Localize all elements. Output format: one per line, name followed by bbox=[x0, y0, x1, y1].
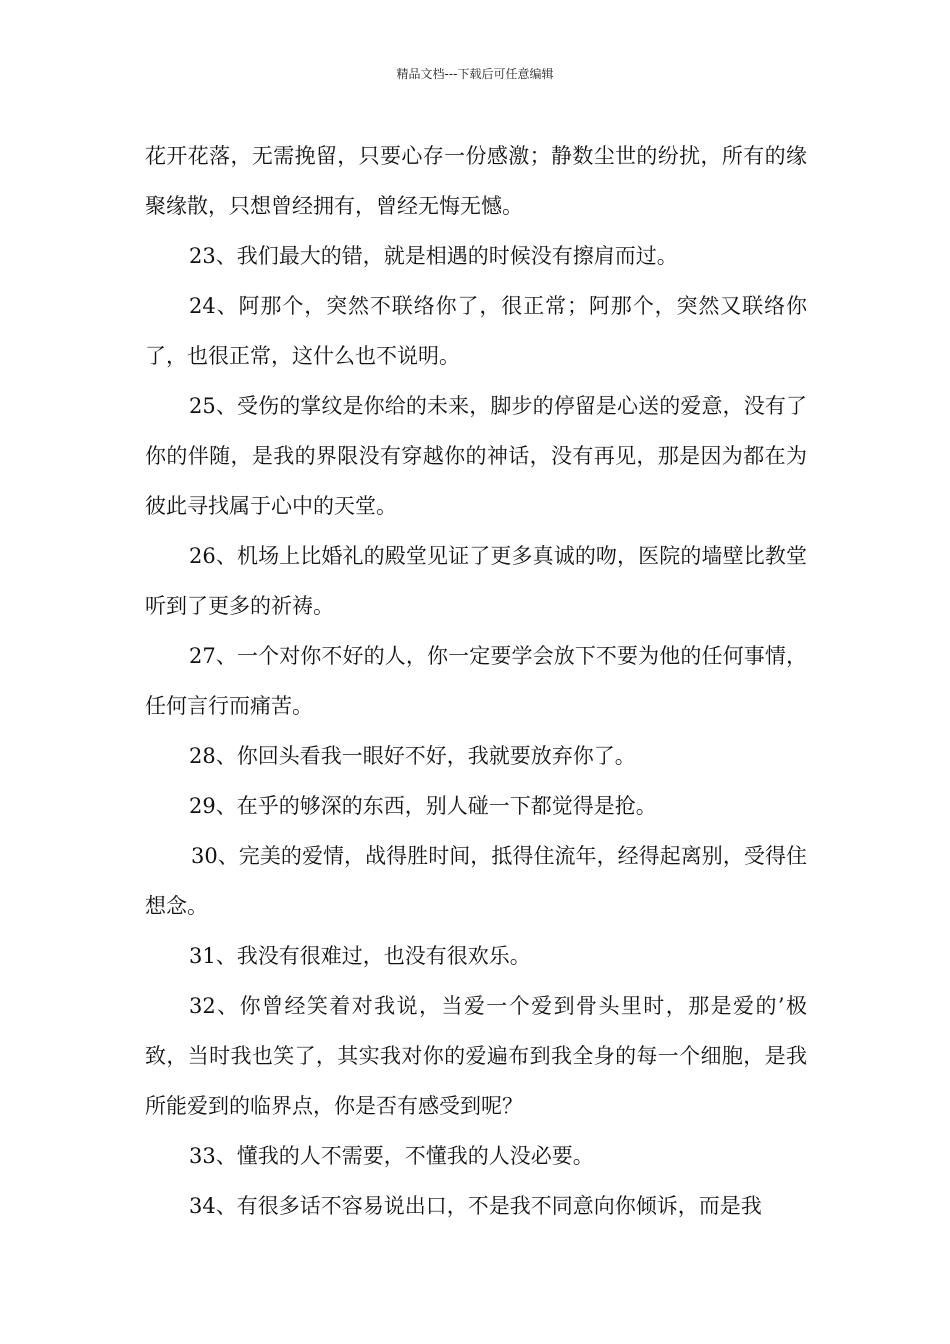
paragraph-31: 31、我没有很难过，也没有很欢乐。 bbox=[189, 944, 531, 968]
paragraph-25: 25、受伤的掌纹是你给的未来，脚步的停留是心送的爱意，没有了你的伴随，是我的界限没有穿越你的神话，没有再见，那是因为都在为彼此寻找属于心中的天堂。 bbox=[145, 394, 807, 518]
paragraph-27: 27、一个对你不好的人，你一定要学会放下不要为他的任何事情，任何言行而痛苦。 bbox=[145, 644, 807, 718]
paragraph-30: 30、完美的爱情，战得胜时间，抵得住流年，经得起离别，受得住想念。 bbox=[145, 844, 807, 918]
paragraph-28: 28、你回头看我一眼好不好，我就要放弃你了。 bbox=[189, 744, 636, 768]
paragraph-24: 24、阿那个，突然不联络你了，很正常；阿那个，突然又联络你了，也很正常，这什么也不说明。 bbox=[145, 294, 807, 368]
paragraph-29: 29、在乎的够深的东西，别人碰一下都觉得是抢。 bbox=[189, 794, 657, 818]
paragraph-32: 32、你曾经笑着对我说，当爱一个爱到骨头里时，那是爱的’极致，当时我也笑了，其实我对你的爱遍布到我全身的每一个细胞，是我所能爱到的临界点，你是否有感受到呢？ bbox=[145, 994, 807, 1118]
paragraph-33: 33、懂我的人不需要，不懂我的人没必要。 bbox=[189, 1144, 594, 1168]
page-header: 精品文档---下载后可任意编辑 bbox=[396, 67, 554, 81]
paragraph-23: 23、我们最大的错，就是相遇的时候没有擦肩而过。 bbox=[189, 244, 678, 268]
document-body bbox=[145, 131, 807, 1231]
paragraph-26: 26、机场上比婚礼的殿堂见证了更多真诚的吻，医院的墙壁比教堂听到了更多的祈祷。 bbox=[145, 544, 807, 618]
paragraph-34: 34、有很多话不容易说出口，不是我不同意向你倾诉，而是我 bbox=[189, 1194, 762, 1218]
paragraph-continuation: 花开花落，无需挽留，只要心存一份感激；静数尘世的纷扰，所有的缘聚缘散，只想曾经拥有，曾经无悔无憾。 bbox=[145, 144, 807, 218]
